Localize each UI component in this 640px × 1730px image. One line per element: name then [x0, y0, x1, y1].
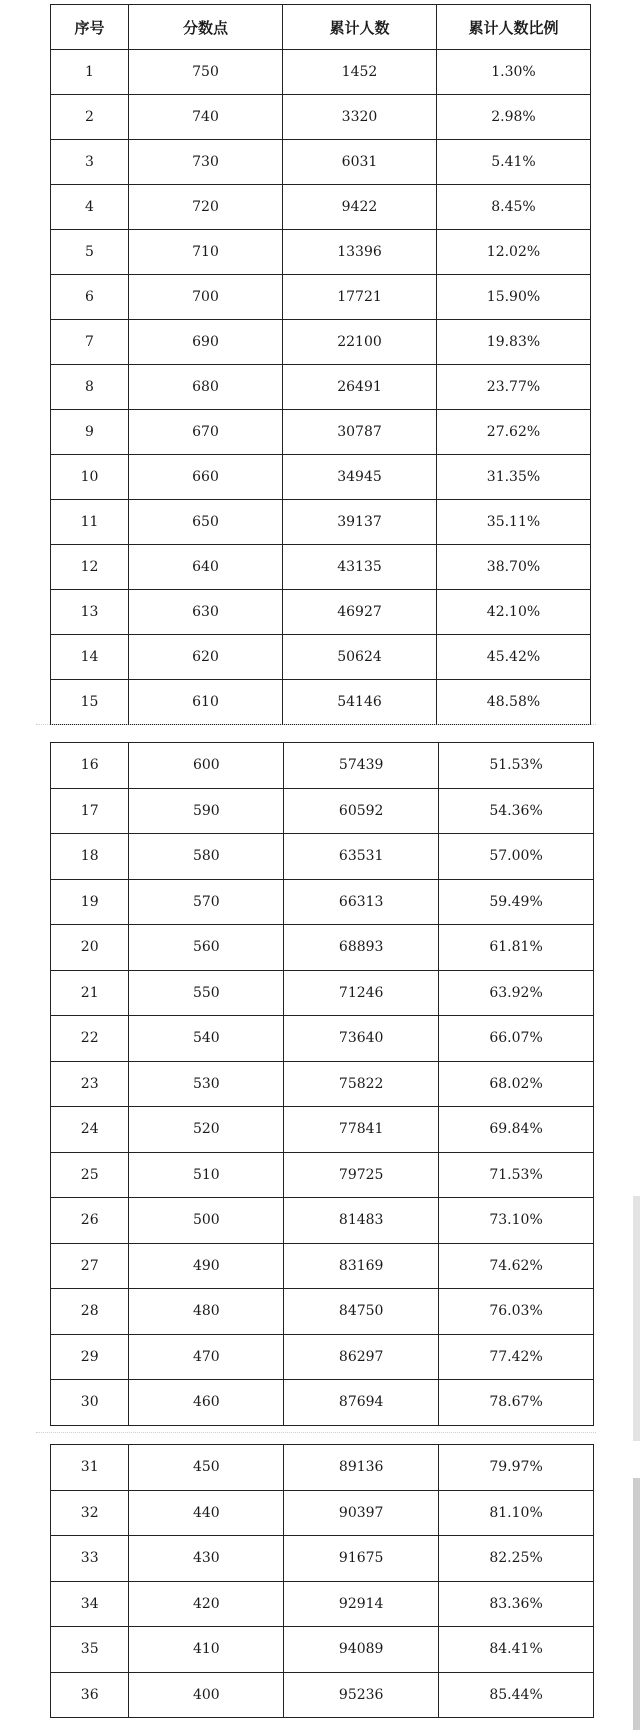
- table-row: [51, 1107, 594, 1153]
- cell-cumulative-count: 84750: [284, 1289, 439, 1335]
- table-row: [51, 1334, 594, 1380]
- cell-cumulative-ratio: 23.77%: [437, 365, 591, 410]
- cell-cumulative-ratio: 73.10%: [439, 1198, 594, 1244]
- cell-score: 750: [129, 50, 283, 95]
- header-index: 序号: [51, 5, 129, 50]
- cell-cumulative-ratio: 15.90%: [437, 275, 591, 320]
- cell-cumulative-ratio: 76.03%: [439, 1289, 594, 1335]
- cell-cumulative-ratio: 45.42%: [437, 635, 591, 680]
- cell-score: 500: [129, 1198, 284, 1244]
- cell-index: 27: [51, 1243, 129, 1289]
- table-row: [51, 1581, 594, 1627]
- cell-index: 29: [51, 1334, 129, 1380]
- cell-index: 12: [51, 545, 129, 590]
- cell-cumulative-count: 13396: [283, 230, 437, 275]
- cell-cumulative-count: 39137: [283, 500, 437, 545]
- cell-cumulative-count: 68893: [284, 925, 439, 971]
- cell-index: 10: [51, 455, 129, 500]
- table-row: [51, 925, 594, 971]
- cell-cumulative-count: 91675: [284, 1536, 439, 1582]
- cell-cumulative-ratio: 79.97%: [439, 1445, 594, 1491]
- table-row: [51, 834, 594, 880]
- cell-cumulative-ratio: 35.11%: [437, 500, 591, 545]
- cell-index: 6: [51, 275, 129, 320]
- cell-cumulative-count: 57439: [284, 743, 439, 789]
- cell-cumulative-count: 81483: [284, 1198, 439, 1244]
- cell-cumulative-ratio: 77.42%: [439, 1334, 594, 1380]
- table-row: [51, 365, 591, 410]
- cell-cumulative-ratio: 8.45%: [437, 185, 591, 230]
- cell-score: 650: [129, 500, 283, 545]
- scrollbar-thumb[interactable]: [633, 1478, 640, 1730]
- table-row: [51, 50, 591, 95]
- page-break-line: [36, 724, 596, 725]
- header-cumulative-count: 累计人数: [283, 5, 437, 50]
- cell-cumulative-count: 86297: [284, 1334, 439, 1380]
- cell-cumulative-count: 92914: [284, 1581, 439, 1627]
- header-cumulative-ratio: 累计人数比例: [437, 5, 591, 50]
- cell-index: 35: [51, 1627, 129, 1673]
- cell-cumulative-count: 34945: [283, 455, 437, 500]
- scrollbar-track[interactable]: [633, 1196, 640, 1441]
- cell-cumulative-count: 79725: [284, 1152, 439, 1198]
- header-score: 分数点: [129, 5, 283, 50]
- table-row: [51, 1289, 594, 1335]
- cell-index: 34: [51, 1581, 129, 1627]
- cell-index: 3: [51, 140, 129, 185]
- cell-score: 410: [129, 1627, 284, 1673]
- cell-cumulative-ratio: 5.41%: [437, 140, 591, 185]
- table-row: [51, 320, 591, 365]
- cell-index: 24: [51, 1107, 129, 1153]
- table-row: [51, 1536, 594, 1582]
- cell-score: 520: [129, 1107, 284, 1153]
- cell-score: 430: [129, 1536, 284, 1582]
- table-row: [51, 788, 594, 834]
- cell-cumulative-count: 94089: [284, 1627, 439, 1673]
- table-row: [51, 1016, 594, 1062]
- cell-cumulative-count: 22100: [283, 320, 437, 365]
- cell-score: 480: [129, 1289, 284, 1335]
- table-row: [51, 230, 591, 275]
- table-row: [51, 1445, 594, 1491]
- table-row: [51, 500, 591, 545]
- cell-cumulative-ratio: 59.49%: [439, 879, 594, 925]
- cell-cumulative-count: 9422: [283, 185, 437, 230]
- cell-cumulative-count: 6031: [283, 140, 437, 185]
- cell-index: 13: [51, 590, 129, 635]
- cell-score: 530: [129, 1061, 284, 1107]
- cell-score: 490: [129, 1243, 284, 1289]
- cell-index: 7: [51, 320, 129, 365]
- cell-cumulative-ratio: 69.84%: [439, 1107, 594, 1153]
- cell-score: 460: [129, 1380, 284, 1426]
- cell-score: 420: [129, 1581, 284, 1627]
- cell-index: 2: [51, 95, 129, 140]
- cell-cumulative-ratio: 61.81%: [439, 925, 594, 971]
- cell-index: 4: [51, 185, 129, 230]
- table-row: [51, 1198, 594, 1244]
- cell-cumulative-ratio: 81.10%: [439, 1490, 594, 1536]
- cell-index: 5: [51, 230, 129, 275]
- cell-index: 21: [51, 970, 129, 1016]
- cell-index: 32: [51, 1490, 129, 1536]
- cell-cumulative-ratio: 85.44%: [439, 1672, 594, 1718]
- cell-cumulative-ratio: 54.36%: [439, 788, 594, 834]
- cell-cumulative-ratio: 84.41%: [439, 1627, 594, 1673]
- score-table-part-3: [50, 1444, 594, 1718]
- cell-cumulative-count: 63531: [284, 834, 439, 880]
- cell-index: 19: [51, 879, 129, 925]
- cell-score: 670: [129, 410, 283, 455]
- table-row: [51, 140, 591, 185]
- cell-cumulative-count: 3320: [283, 95, 437, 140]
- cell-score: 400: [129, 1672, 284, 1718]
- table-row: [51, 455, 591, 500]
- cell-score: 700: [129, 275, 283, 320]
- cell-score: 720: [129, 185, 283, 230]
- cell-cumulative-ratio: 74.62%: [439, 1243, 594, 1289]
- cell-score: 680: [129, 365, 283, 410]
- cell-cumulative-ratio: 66.07%: [439, 1016, 594, 1062]
- cell-cumulative-count: 90397: [284, 1490, 439, 1536]
- cell-index: 31: [51, 1445, 129, 1491]
- cell-score: 580: [129, 834, 284, 880]
- cell-cumulative-count: 89136: [284, 1445, 439, 1491]
- cell-cumulative-count: 17721: [283, 275, 437, 320]
- cell-cumulative-count: 83169: [284, 1243, 439, 1289]
- cell-index: 9: [51, 410, 129, 455]
- cell-index: 22: [51, 1016, 129, 1062]
- cell-cumulative-ratio: 71.53%: [439, 1152, 594, 1198]
- cell-index: 20: [51, 925, 129, 971]
- cell-index: 11: [51, 500, 129, 545]
- cell-score: 740: [129, 95, 283, 140]
- cell-cumulative-ratio: 48.58%: [437, 680, 591, 725]
- table-row: [51, 635, 591, 680]
- cell-cumulative-count: 71246: [284, 970, 439, 1016]
- cell-cumulative-count: 75822: [284, 1061, 439, 1107]
- cell-score: 570: [129, 879, 284, 925]
- cell-cumulative-ratio: 19.83%: [437, 320, 591, 365]
- cell-index: 25: [51, 1152, 129, 1198]
- cell-cumulative-count: 73640: [284, 1016, 439, 1062]
- table-row: [51, 185, 591, 230]
- cell-cumulative-count: 77841: [284, 1107, 439, 1153]
- cell-cumulative-count: 87694: [284, 1380, 439, 1426]
- cell-score: 470: [129, 1334, 284, 1380]
- cell-index: 23: [51, 1061, 129, 1107]
- cell-score: 620: [129, 635, 283, 680]
- table-row: [51, 1243, 594, 1289]
- cell-index: 16: [51, 743, 129, 789]
- cell-cumulative-count: 30787: [283, 410, 437, 455]
- cell-cumulative-count: 60592: [284, 788, 439, 834]
- table-row: [51, 410, 591, 455]
- cell-index: 36: [51, 1672, 129, 1718]
- cell-score: 690: [129, 320, 283, 365]
- cell-score: 660: [129, 455, 283, 500]
- cell-index: 18: [51, 834, 129, 880]
- cell-index: 17: [51, 788, 129, 834]
- cell-cumulative-ratio: 38.70%: [437, 545, 591, 590]
- table-row: [51, 743, 594, 789]
- page-break-line: [36, 1432, 596, 1433]
- cell-score: 640: [129, 545, 283, 590]
- table-row: [51, 1380, 594, 1426]
- cell-score: 440: [129, 1490, 284, 1536]
- table-row: [51, 879, 594, 925]
- cell-index: 8: [51, 365, 129, 410]
- cell-cumulative-ratio: 2.98%: [437, 95, 591, 140]
- cell-cumulative-ratio: 51.53%: [439, 743, 594, 789]
- cell-score: 540: [129, 1016, 284, 1062]
- cell-cumulative-ratio: 31.35%: [437, 455, 591, 500]
- cell-score: 710: [129, 230, 283, 275]
- cell-cumulative-ratio: 57.00%: [439, 834, 594, 880]
- cell-score: 510: [129, 1152, 284, 1198]
- score-table-part-2: [50, 742, 594, 1426]
- table-row: [51, 1490, 594, 1536]
- cell-cumulative-ratio: 42.10%: [437, 590, 591, 635]
- cell-index: 1: [51, 50, 129, 95]
- cell-score: 450: [129, 1445, 284, 1491]
- cell-index: 33: [51, 1536, 129, 1582]
- cell-cumulative-count: 43135: [283, 545, 437, 590]
- cell-cumulative-ratio: 63.92%: [439, 970, 594, 1016]
- table-row: [51, 1152, 594, 1198]
- table-row: [51, 545, 591, 590]
- cell-cumulative-count: 66313: [284, 879, 439, 925]
- table-row: [51, 1672, 594, 1718]
- cell-cumulative-ratio: 82.25%: [439, 1536, 594, 1582]
- cell-cumulative-count: 50624: [283, 635, 437, 680]
- cell-cumulative-ratio: 78.67%: [439, 1380, 594, 1426]
- cell-index: 15: [51, 680, 129, 725]
- table-header-row: [51, 5, 591, 50]
- cell-cumulative-count: 1452: [283, 50, 437, 95]
- table-row: [51, 680, 591, 725]
- cell-cumulative-count: 26491: [283, 365, 437, 410]
- cell-index: 26: [51, 1198, 129, 1244]
- cell-cumulative-ratio: 68.02%: [439, 1061, 594, 1107]
- table-row: [51, 1627, 594, 1673]
- cell-score: 550: [129, 970, 284, 1016]
- score-table-part-1: [50, 4, 591, 725]
- table-row: [51, 970, 594, 1016]
- table-row: [51, 1061, 594, 1107]
- table-row: [51, 95, 591, 140]
- table-row: [51, 275, 591, 320]
- cell-cumulative-ratio: 27.62%: [437, 410, 591, 455]
- cell-score: 560: [129, 925, 284, 971]
- table-row: [51, 590, 591, 635]
- cell-score: 600: [129, 743, 284, 789]
- cell-cumulative-count: 54146: [283, 680, 437, 725]
- cell-index: 28: [51, 1289, 129, 1335]
- cell-score: 630: [129, 590, 283, 635]
- cell-cumulative-ratio: 83.36%: [439, 1581, 594, 1627]
- cell-score: 610: [129, 680, 283, 725]
- cell-cumulative-ratio: 1.30%: [437, 50, 591, 95]
- cell-index: 30: [51, 1380, 129, 1426]
- cell-score: 590: [129, 788, 284, 834]
- cell-cumulative-ratio: 12.02%: [437, 230, 591, 275]
- cell-score: 730: [129, 140, 283, 185]
- cell-cumulative-count: 46927: [283, 590, 437, 635]
- cell-cumulative-count: 95236: [284, 1672, 439, 1718]
- cell-index: 14: [51, 635, 129, 680]
